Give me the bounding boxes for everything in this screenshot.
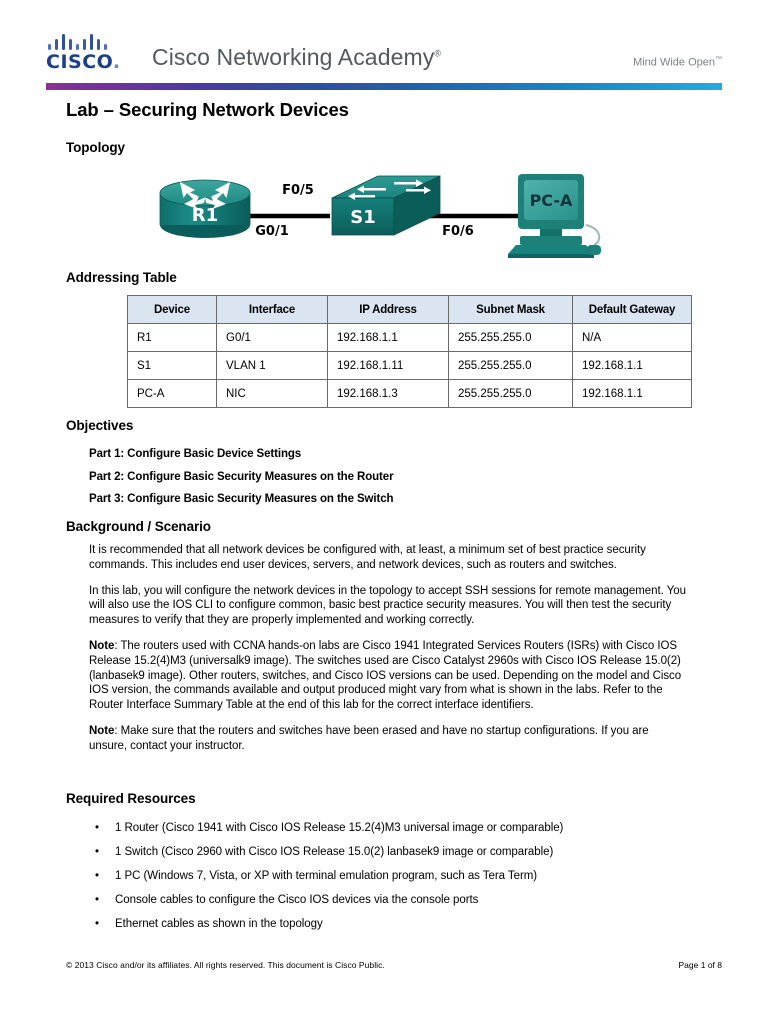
bullet-icon: • — [95, 918, 99, 930]
svg-text:R1: R1 — [191, 205, 219, 226]
note-text: : Make sure that the routers and switches have been erased and have no startup configurations. If you are unsure, contact your instructor. — [89, 724, 649, 752]
note-text: : The routers used with CCNA hands-on labs are Cisco 1941 Integrated Services Routers (ISRs) with Cisco IOS Release 15.2(4)M3 (universalk9 image). The switches used are Cisco Catalyst 2960s with Cisco IOS Release 15.0(2) (lanbasek9 image). Other routers, switches, and Cisco IOS versions can be used. Depending on the model and Cisco IOS version, the commands available and output produced might vary from what is shown in the labs. Refer to the Router Interface Summary Table at the end of this lab for the correct interface identifiers. — [89, 639, 682, 712]
page-header — [46, 30, 722, 82]
section-heading-background: Background / Scenario — [66, 519, 211, 534]
background-note-2 — [89, 724, 689, 754]
background-note-1 — [89, 639, 689, 713]
bullet-icon: • — [95, 822, 99, 834]
svg-text:F0/6: F0/6 — [442, 224, 474, 239]
cisco-wordmark — [46, 53, 138, 72]
objective-part-3: Part 3: Configure Basic Security Measures on the Switch — [89, 493, 394, 505]
list-item — [89, 888, 709, 912]
section-heading-topology: Topology — [66, 140, 125, 155]
cisco-logo — [46, 34, 138, 78]
brand-tagline-text: Mind Wide Open — [633, 56, 715, 69]
page-footer — [66, 960, 722, 976]
required-resources-list — [89, 816, 709, 936]
cell-device: PC-A — [128, 380, 217, 408]
background-paragraph-1: It is recommended that all network devices be configured with, at least, a minimum set of best practice security commands. This includes end user devices, servers, and network devices, such as routers and switches. — [89, 544, 646, 571]
bullet-icon: • — [95, 846, 99, 858]
addressing-table — [127, 295, 692, 408]
list-item-label: Ethernet cables as shown in the topology — [115, 918, 323, 930]
cell-device: R1 — [128, 324, 217, 352]
header-gradient-rule — [46, 83, 722, 90]
note-label: Note — [89, 724, 115, 737]
objective-part-1: Part 1: Configure Basic Device Settings — [89, 448, 302, 460]
column-header-interface: Interface — [217, 296, 328, 324]
cell-default-gateway: N/A — [573, 324, 692, 352]
svg-text:F0/5: F0/5 — [282, 183, 314, 198]
objectives-list — [89, 443, 689, 511]
svg-text:S1: S1 — [350, 207, 376, 228]
cisco-wordmark-text: CISCO — [46, 51, 113, 73]
cell-subnet-mask: 255.255.255.0 — [449, 380, 573, 408]
cell-device: S1 — [128, 352, 217, 380]
cell-subnet-mask: 255.255.255.0 — [449, 324, 573, 352]
svg-text:PC-A: PC-A — [529, 191, 573, 210]
cell-interface: VLAN 1 — [217, 352, 328, 380]
table-row — [128, 352, 692, 380]
academy-title — [152, 44, 441, 71]
list-item — [89, 912, 709, 936]
background-paragraph-2: In this lab, you will configure the network devices in the topology to accept SSH sessions for remote management. You will also use the IOS CLI to configure common, basic best practice security measures. You will then test the security measures to verify that they are properly implemented and working correctly. — [89, 584, 686, 627]
list-item — [89, 864, 709, 888]
footer-page-number: Page 1 of 8 — [678, 960, 722, 970]
topology-diagram — [150, 163, 630, 263]
list-item — [89, 840, 709, 864]
cell-default-gateway: 192.168.1.1 — [573, 352, 692, 380]
bullet-icon: • — [95, 870, 99, 882]
cell-subnet-mask: 255.255.255.0 — [449, 352, 573, 380]
cell-interface: NIC — [217, 380, 328, 408]
cell-ip-address: 192.168.1.11 — [328, 352, 449, 380]
column-header-default-gateway: Default Gateway — [573, 296, 692, 324]
cisco-wordmark-dot: . — [112, 51, 121, 73]
footer-copyright: © 2013 Cisco and/or its affiliates. All rights reserved. This document is Cisco Public. — [66, 960, 385, 970]
brand-tagline — [633, 56, 722, 69]
cell-ip-address: 192.168.1.3 — [328, 380, 449, 408]
svg-text:G0/1: G0/1 — [255, 224, 289, 239]
table-header-row — [128, 296, 692, 324]
objective-part-2: Part 2: Configure Basic Security Measures on the Router — [89, 470, 394, 483]
section-heading-objectives: Objectives — [66, 418, 134, 433]
column-header-device: Device — [128, 296, 217, 324]
list-item-label: Console cables to configure the Cisco IOS devices via the console ports — [115, 894, 479, 906]
background-scenario-body — [89, 543, 689, 765]
table-row — [128, 324, 692, 352]
academy-title-text: Cisco Networking Academy — [152, 44, 435, 70]
page-title: Lab – Securing Network Devices — [66, 99, 349, 120]
list-item-label: 1 Router (Cisco 1941 with Cisco IOS Release 15.2(4)M3 universal image or comparable) — [115, 822, 564, 834]
list-item — [89, 816, 709, 840]
column-header-ip-address: IP Address — [328, 296, 449, 324]
registered-trademark-icon: ® — [434, 48, 442, 59]
column-header-subnet-mask: Subnet Mask — [449, 296, 573, 324]
note-label: Note — [89, 639, 115, 652]
trademark-icon: ™ — [715, 56, 722, 63]
cell-interface: G0/1 — [217, 324, 328, 352]
cell-ip-address: 192.168.1.1 — [328, 324, 449, 352]
bullet-icon: • — [95, 894, 99, 906]
list-item-label: 1 Switch (Cisco 2960 with Cisco IOS Release 15.0(2) lanbasek9 image or comparable) — [115, 846, 554, 858]
section-heading-addressing-table: Addressing Table — [66, 270, 177, 285]
section-heading-required-resources: Required Resources — [66, 791, 196, 806]
list-item-label: 1 PC (Windows 7, Vista, or XP with terminal emulation program, such as Tera Term) — [115, 870, 538, 882]
cisco-bridge-icon — [48, 34, 120, 50]
cell-default-gateway: 192.168.1.1 — [573, 380, 692, 408]
table-row — [128, 380, 692, 408]
